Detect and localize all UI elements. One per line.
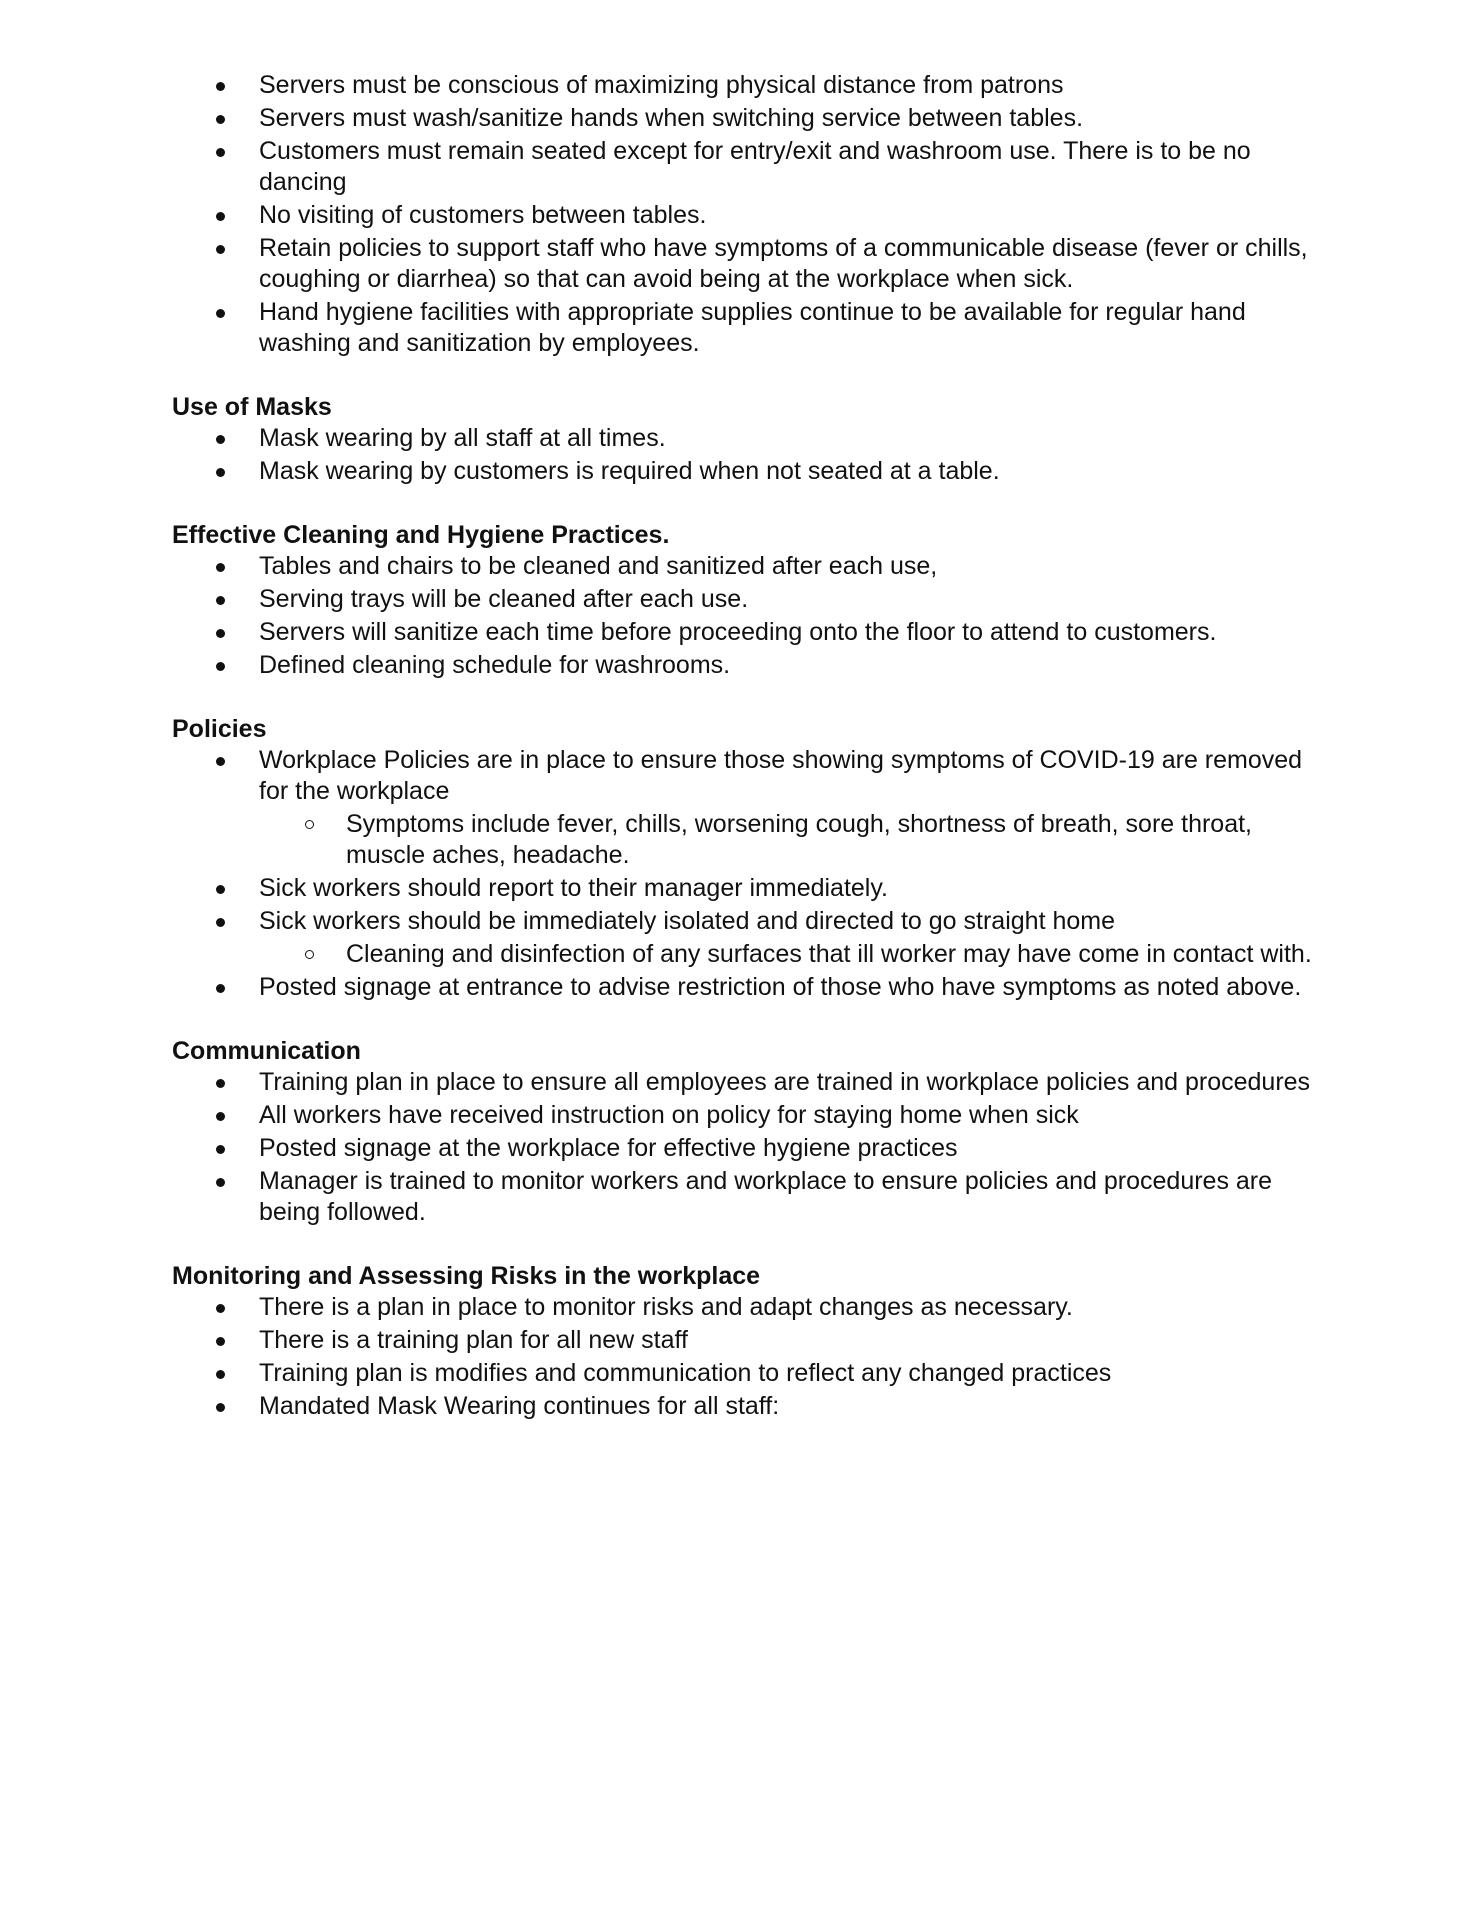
list-item	[172, 1325, 1332, 1356]
masks-list	[172, 423, 1332, 487]
section-heading-communication: Communication	[172, 1037, 361, 1065]
bullet-icon	[216, 984, 225, 993]
list-item-text: Customers must remain seated except for entry/exit and washroom use. There is to be no dancing	[259, 137, 1251, 196]
bullet-icon	[216, 115, 225, 124]
list-item-text: Servers must be conscious of maximizing physical distance from patrons	[259, 71, 1064, 99]
list-item-text: Servers will sanitize each time before proceeding onto the floor to attend to customers.	[259, 618, 1217, 646]
list-item	[172, 1391, 1332, 1422]
list-item-text: No visiting of customers between tables.	[259, 201, 707, 229]
list-item-text: Training plan in place to ensure all employees are trained in workplace policies and procedures	[259, 1068, 1311, 1096]
document-page	[172, 70, 1332, 1424]
cleaning-list	[172, 551, 1332, 681]
bullet-icon	[216, 148, 225, 157]
section-spacer	[172, 1005, 1332, 1036]
bullet-icon	[216, 82, 225, 91]
bullet-icon	[216, 1145, 225, 1154]
list-item-text: Manager is trained to monitor workers and workplace to ensure policies and procedures are being followed.	[259, 1167, 1273, 1226]
list-item	[172, 136, 1332, 198]
section-heading-cleaning: Effective Cleaning and Hygiene Practices.	[172, 521, 670, 549]
bullet-icon	[216, 435, 225, 444]
bullet-icon	[216, 1178, 225, 1187]
intro-list	[172, 70, 1332, 359]
list-item-text: Workplace Policies are in place to ensure those showing symptoms of COVID-19 are removed for the workplace	[259, 746, 1303, 805]
bullet-icon	[216, 1079, 225, 1088]
list-item	[172, 650, 1332, 681]
bullet-icon	[216, 1403, 225, 1412]
monitoring-list	[172, 1292, 1332, 1422]
list-item	[172, 745, 1332, 807]
section-heading-policies: Policies	[172, 715, 267, 743]
bullet-icon	[216, 309, 225, 318]
list-item	[172, 1133, 1332, 1164]
list-item	[172, 972, 1332, 1003]
list-item	[172, 1166, 1332, 1228]
list-item	[172, 70, 1332, 101]
list-item	[172, 1292, 1332, 1323]
list-item	[172, 297, 1332, 359]
list-item	[172, 906, 1332, 937]
list-item-text: Servers must wash/sanitize hands when switching service between tables.	[259, 104, 1084, 132]
list-item-text: Sick workers should be immediately isolated and directed to go straight home	[259, 907, 1115, 935]
list-item-text: Mandated Mask Wearing continues for all staff:	[259, 1392, 780, 1420]
bullet-icon	[216, 596, 225, 605]
bullet-icon	[216, 563, 225, 572]
bullet-icon	[216, 757, 225, 766]
bullet-icon	[216, 1337, 225, 1346]
bullet-icon	[216, 468, 225, 477]
bullet-icon	[216, 1112, 225, 1121]
list-item	[172, 551, 1332, 582]
list-item	[172, 1358, 1332, 1389]
list-item-text: There is a training plan for all new staff	[259, 1326, 688, 1354]
section-spacer	[172, 361, 1332, 392]
list-item	[172, 233, 1332, 295]
list-item	[172, 200, 1332, 231]
communication-list	[172, 1067, 1332, 1228]
bullet-icon	[216, 629, 225, 638]
section-heading-monitoring: Monitoring and Assessing Risks in the workplace	[172, 1262, 761, 1290]
list-item	[172, 1100, 1332, 1131]
bullet-icon	[216, 662, 225, 671]
bullet-icon	[216, 245, 225, 254]
section-heading-masks: Use of Masks	[172, 393, 332, 421]
circle-bullet-icon	[305, 950, 314, 959]
list-item	[172, 103, 1332, 134]
bullet-icon	[216, 918, 225, 927]
list-item-text: Posted signage at entrance to advise restriction of those who have symptoms as noted above.	[259, 973, 1302, 1001]
list-item-text: Training plan is modifies and communication to reflect any changed practices	[259, 1359, 1112, 1387]
list-item-text: All workers have received instruction on policy for staying home when sick	[259, 1101, 1079, 1129]
list-item	[172, 873, 1332, 904]
list-item-text: Cleaning and disinfection of any surfaces that ill worker may have come in contact with.	[346, 940, 1312, 968]
bullet-icon	[216, 1304, 225, 1313]
list-item-text: Posted signage at the workplace for effective hygiene practices	[259, 1134, 958, 1162]
list-item-text: Tables and chairs to be cleaned and sanitized after each use,	[259, 552, 938, 580]
bullet-icon	[216, 885, 225, 894]
list-item-text: There is a plan in place to monitor risks and adapt changes as necessary.	[259, 1293, 1073, 1321]
list-item-text: Retain policies to support staff who have symptoms of a communicable disease (fever or chills, coughing or diarrhea) so that can avoid being at the workplace when sick.	[259, 234, 1308, 293]
sub-list-item	[172, 809, 1332, 871]
list-item	[172, 423, 1332, 454]
list-item-text: Mask wearing by all staff at all times.	[259, 424, 666, 452]
list-item-text: Hand hygiene facilities with appropriate supplies continue to be available for regular hand washing and sanitization by employees.	[259, 298, 1246, 357]
section-spacer	[172, 683, 1332, 714]
circle-bullet-icon	[305, 820, 314, 829]
list-item-text: Mask wearing by customers is required when not seated at a table.	[259, 457, 1000, 485]
section-spacer	[172, 1230, 1332, 1261]
bullet-icon	[216, 1370, 225, 1379]
sub-list-item	[172, 939, 1332, 970]
list-item	[172, 1067, 1332, 1098]
list-item	[172, 584, 1332, 615]
list-item	[172, 456, 1332, 487]
section-spacer	[172, 489, 1332, 520]
bullet-icon	[216, 212, 225, 221]
policies-list	[172, 745, 1332, 1003]
list-item-text: Defined cleaning schedule for washrooms.	[259, 651, 731, 679]
list-item-text: Serving trays will be cleaned after each use.	[259, 585, 749, 613]
list-item-text: Sick workers should report to their manager immediately.	[259, 874, 888, 902]
list-item	[172, 617, 1332, 648]
list-item-text: Symptoms include fever, chills, worsening cough, shortness of breath, sore throat, muscle aches, headache.	[346, 810, 1253, 869]
